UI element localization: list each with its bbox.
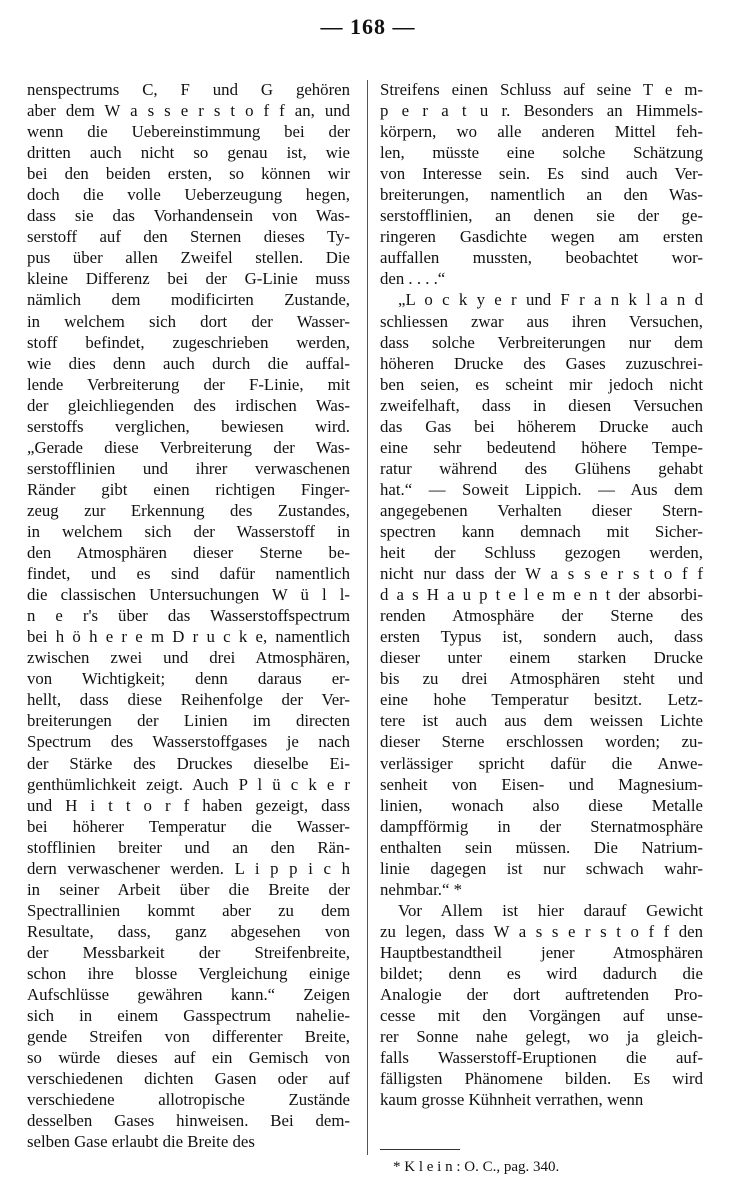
text-line: Resultate, dass, ganz abgesehen von <box>27 921 350 941</box>
text-line: renden Atmosphäre der Sterne des <box>380 606 703 626</box>
text-line: von Wichtigkeit; denn daraus er- <box>27 669 350 689</box>
text-line: bis zu drei Atmosphären steht und <box>380 669 703 689</box>
text-line: serstoff auf den Sternen dieses Ty- <box>27 227 350 247</box>
text-line: ratur während des Glühens gehabt <box>380 458 703 478</box>
column-divider <box>367 80 368 1155</box>
text-line: bei den beiden ersten, so können wir <box>27 164 350 184</box>
text-line: der gleichliegenden des irdischen Was- <box>27 395 350 415</box>
text-line: in seiner Arbeit über die Breite der <box>27 879 350 899</box>
text-line: desselben Gases hinweisen. Bei dem- <box>27 1111 350 1131</box>
text-line: kaum grosse Kühnheit verrathen, wenn <box>380 1090 644 1110</box>
text-line: schon ihre blosse Vergleichung einige <box>27 963 350 983</box>
text-line: hat.“ — Soweit Lippich. — Aus dem <box>380 479 703 499</box>
text-line: kleine Differenz bei der G-Linie muss <box>27 269 350 289</box>
text-line: Aufschlüsse gewähren kann.“ Zeigen <box>27 985 350 1005</box>
text-line: so würde dieses auf ein Gemisch von <box>27 1048 350 1068</box>
text-line: verlässiger spricht dafür die Anwe- <box>380 753 703 773</box>
text-line: aber dem W a s s e r s t o f f an, und <box>27 101 350 121</box>
text-line: ersten Typus ist, sondern auch, dass <box>380 627 703 647</box>
text-line: bei höherer Temperatur die Wasser- <box>27 816 350 836</box>
text-line: gende Streifen von differenter Breite, <box>27 1027 350 1047</box>
text-line: lende Verbreiterung der F-Linie, mit <box>27 374 350 394</box>
text-line: len, müsste eine solche Schätzung <box>380 143 703 163</box>
text-line: zweifelhaft, dass in diesen Versuchen <box>380 395 703 415</box>
text-line: körpern, wo alle anderen Mittel feh- <box>380 122 703 142</box>
text-line: selben Gase erlaubt die Breite des <box>27 1132 255 1152</box>
text-line: Streifens einen Schluss auf seine T e m- <box>380 80 703 99</box>
text-line: dritten auch nicht so genau ist, wie <box>27 143 350 163</box>
text-line: in welchem sich der Wasserstoff in <box>27 521 350 541</box>
text-line: dass sie das Vorhandensein von Was- <box>27 206 350 226</box>
text-line: der Messbarkeit der Streifenbreite, <box>27 942 350 962</box>
text-line: Vor Allem ist hier darauf Gewicht <box>398 900 703 920</box>
text-line: n e r's über das Wasserstoffspectrum <box>27 606 350 626</box>
text-line: den . . . .“ <box>380 269 446 289</box>
text-line: ben seien, es scheint mir jedoch nicht <box>380 374 703 394</box>
text-line: breiterungen, namentlich an den Was- <box>380 185 703 205</box>
text-line: nehmbar.“ * <box>380 879 463 899</box>
text-line: heit der Schluss gezogen werden, <box>380 543 703 563</box>
text-line: den Atmosphären dieser Sterne be- <box>27 543 350 563</box>
text-line: zu legen, dass W a s s e r s t o f f den <box>380 921 703 941</box>
text-line: dieser unter einem starken Drucke <box>380 648 703 668</box>
text-line: serstofflinien und ihrer verwaschenen <box>27 458 350 478</box>
text-line: serstoffs verglichen, bewiesen wird. <box>27 416 350 436</box>
text-line: sich in einem Gasspectrum nahelie- <box>27 1006 350 1026</box>
text-line: spectren kann demnach mit Sicher- <box>380 521 703 541</box>
text-line: hellt, dass diese Reihenfolge der Ver- <box>27 690 350 710</box>
text-line: nämlich dem modificirten Zustande, <box>27 290 350 310</box>
text-line: tere ist auch aus dem weissen Lichte <box>380 711 703 731</box>
text-line: „L o c k y e r und F r a n k l a n d <box>398 290 703 310</box>
footnote: * K l e i n : O. C., pag. 340. <box>393 1159 560 1175</box>
text-line: breiterungen der Linien im directen <box>27 711 350 731</box>
text-line: stoff befindet, zugeschrieben werden, <box>27 332 350 352</box>
text-line: dern verwaschener werden. L i p p i c h <box>27 858 350 878</box>
text-line: eine sehr bedeutend höhere Tempe- <box>380 437 703 457</box>
text-line: doch die volle Ueberzeugung hegen, <box>27 185 350 205</box>
text-line: verschiedene allotropische Zustände <box>27 1090 350 1110</box>
text-line: dieser Sterne erschlossen worden; zu- <box>380 732 703 752</box>
text-line: wenn die Uebereinstimmung bei der <box>27 122 350 142</box>
text-line: falls Wasserstoff-Eruptionen die auf- <box>380 1048 703 1068</box>
text-line: in welchem sich dort der Wasser- <box>27 311 350 331</box>
text-line: d a s H a u p t e l e m e n t der absorbi- <box>380 585 703 605</box>
text-line: Spectrum des Wasserstoffgases je nach <box>27 732 350 752</box>
text-line: Spectrallinien kommt aber zu dem <box>27 900 350 920</box>
text-line: cesse mit den Vorgängen auf unse- <box>380 1006 703 1026</box>
text-line: höheren Drucke des Gases zuzuschrei- <box>380 353 703 373</box>
text-line: angegebenen Verhalten dieser Stern- <box>380 500 703 520</box>
text-line: bildet; denn es wird dadurch die <box>380 963 703 983</box>
text-line: Ränder gibt einen richtigen Finger- <box>27 479 350 499</box>
text-line: nicht nur dass der W a s s e r s t o f f <box>380 564 703 584</box>
text-line: stofflinien breiter und an den Rän- <box>27 837 350 857</box>
text-line: serstofflinien, an denen sie der ge- <box>380 206 703 226</box>
text-line: der Stärke des Druckes dieselbe Ei- <box>27 753 350 773</box>
left-column <box>27 79 350 1152</box>
text-line: wie dies denn auch durch die auffal- <box>27 353 350 373</box>
text-line: und H i t t o r f haben gezeigt, dass <box>27 795 350 815</box>
text-line: zwischen zwei und drei Atmosphären, <box>27 648 350 668</box>
text-line: dass solche Verbreiterungen nur dem <box>380 332 703 352</box>
text-line: genthümlichkeit zeigt. Auch P l ü c k e r <box>27 774 350 794</box>
text-line: dampfförmig in der Sternatmosphäre <box>380 816 703 836</box>
text-line: linien, wonach also diese Metalle <box>380 795 703 815</box>
text-line: das Gas bei höherem Drucke auch <box>380 416 703 436</box>
text-line: fälligsten Phänomene bilden. Es wird <box>380 1069 703 1089</box>
text-line: verschiedenen dichten Gasen oder auf <box>27 1069 350 1089</box>
text-line: Analogie der dort auftretenden Pro- <box>380 985 703 1005</box>
text-line: enthalten sein müssen. Die Natrium- <box>380 837 703 857</box>
text-line: bei h ö h e r e m D r u c k e, namentlich <box>27 627 350 647</box>
text-line: p e r a t u r. Besonders an Himmels- <box>380 101 703 121</box>
page-number: — 168 — <box>320 14 416 39</box>
text-line: von Interesse sein. Es sind auch Ver- <box>380 164 703 184</box>
text-line: pus über allen Zweifel stellen. Die <box>27 248 350 268</box>
text-line: linie dagegen ist nur schwach wahr- <box>380 858 703 878</box>
text-line: findet, und es sind dafür namentlich <box>27 564 350 584</box>
text-line: zeug zur Erkennung des Zustandes, <box>27 500 350 520</box>
right-column <box>380 79 703 1110</box>
footnote-rule <box>380 1149 460 1150</box>
text-line: ringeren Gasdichte wegen am ersten <box>380 227 703 247</box>
text-line: auffallen mussten, beobachtet wor- <box>380 248 703 268</box>
text-line: nenspectrums C, F und G gehören <box>27 80 350 99</box>
text-line: Hauptbestandtheil jener Atmosphären <box>380 942 703 962</box>
text-line: eine hohe Temperatur besitzt. Letz- <box>380 690 703 710</box>
text-line: die classischen Untersuchungen W ü l l- <box>27 585 350 605</box>
text-line: senheit von Eisen- und Magnesium- <box>380 774 703 794</box>
text-line: rer Sonne nahe gelegt, wo ja gleich- <box>380 1027 703 1047</box>
text-line: schliessen zwar aus ihren Versuchen, <box>380 311 703 331</box>
text-line: „Gerade diese Verbreiterung der Was- <box>27 437 350 457</box>
